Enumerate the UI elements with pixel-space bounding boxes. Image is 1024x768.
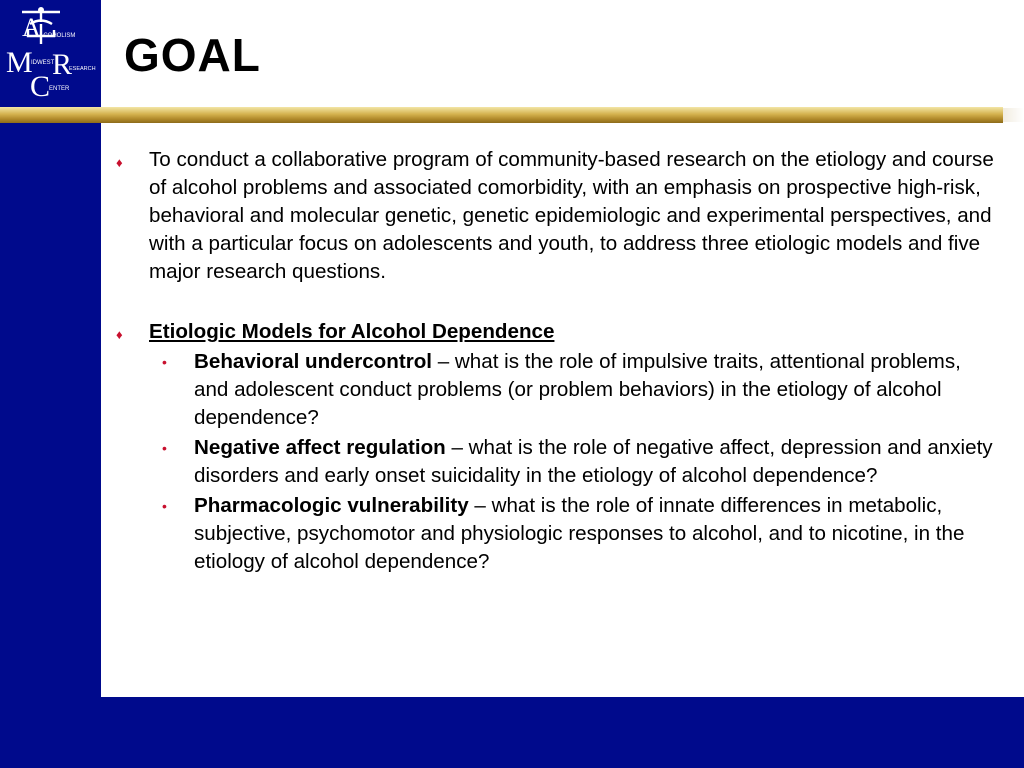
logo-word-research: ESEARCH: [69, 66, 96, 72]
gold-divider-fade: [1003, 108, 1024, 122]
sub-item-pharmacologic: [116, 492, 996, 576]
dot-bullet-icon: •: [162, 354, 167, 370]
logo-letter-c: C: [30, 70, 51, 103]
amrc-logo: [0, 0, 101, 107]
sub-item-text: – what is the role of impulsive traits, attentional problems, and adolescent conduct problems (or problem behaviors) in the etiology of alcohol dependence?: [194, 350, 961, 429]
logo-letter-m: M: [6, 46, 33, 79]
dot-bullet-icon: •: [162, 498, 167, 514]
logo-word-midwest: IDWEST: [31, 60, 55, 66]
goal-text: To conduct a collaborative program of community-based research on the etiology and course of alcohol problems and associated comorbidity, with an emphasis on prospective high-risk, behavioral and molecular genetic, genetic epidemiologic and experimental perspectives, and with a particular focus on adolescents and youth, to address three etiologic models and five major research questions.: [149, 148, 994, 283]
sub-item-term: Behavioral undercontrol: [194, 350, 433, 373]
sub-item-negative-affect: [116, 434, 996, 490]
sub-item-text: – what is the role of innate differences in metabolic, subjective, psychomotor and physiologic responses to alcohol, and to nicotine, in the etiology of alcohol dependence?: [194, 494, 965, 573]
diamond-bullet-icon: ♦: [116, 327, 123, 342]
models-heading: Etiologic Models for Alcohol Dependence: [149, 320, 555, 343]
sub-item-term: Pharmacologic vulnerability: [194, 494, 469, 517]
sub-item-text: – what is the role of negative affect, depression and anxiety disorders and early onset suicidality in the etiology of alcohol dependence?: [194, 436, 993, 487]
bullet-item-goal: [116, 146, 996, 286]
sub-item-behavioral: [116, 348, 996, 432]
bullet-item-models: [116, 318, 996, 346]
dot-bullet-icon: •: [162, 440, 167, 456]
logo-word-alcoholism: LCOHOLISM: [40, 33, 76, 39]
slide-body: [116, 146, 996, 576]
logo-word-center: ENTER: [49, 86, 70, 92]
bottom-footer-band: [0, 697, 1024, 768]
logo-letter-a: A: [22, 13, 41, 42]
gold-divider-rule: [0, 107, 1003, 123]
logo-letter-r: R: [52, 48, 73, 81]
sub-item-term: Negative affect regulation: [194, 436, 446, 459]
slide-title: GOAL: [124, 29, 261, 81]
diamond-bullet-icon: ♦: [116, 155, 123, 170]
